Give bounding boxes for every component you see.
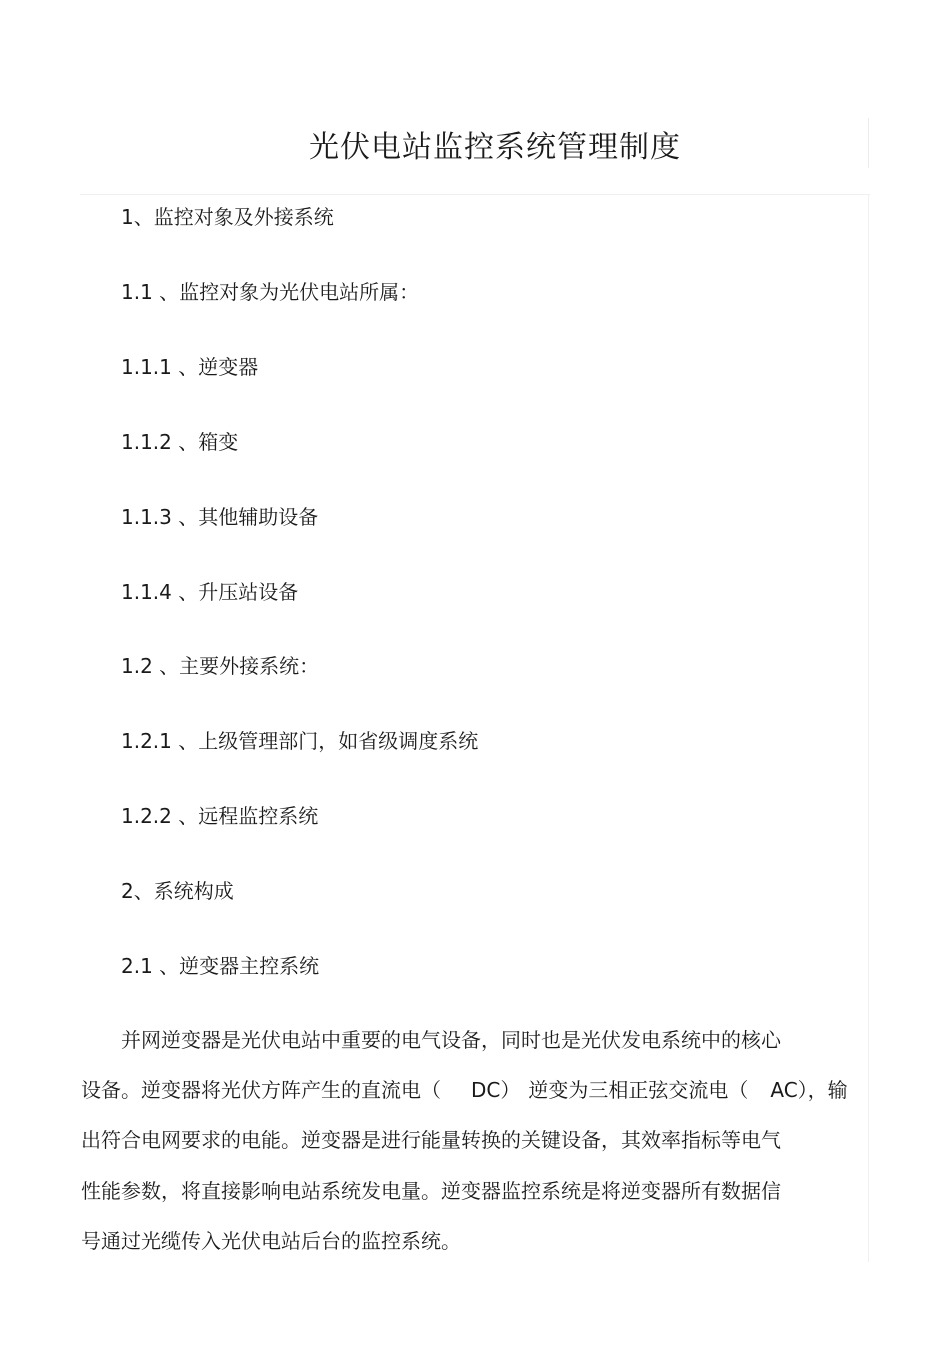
list-item-1-1-1: 1.1.1 、逆变器 [121,355,259,379]
paragraph-line-1: 并网逆变器是光伏电站中重要的电气设备，同时也是光伏发电系统中的核心 [121,1028,781,1052]
section-heading-2-1: 2.1 、逆变器主控系统 [121,954,320,978]
list-item-1-1-3: 1.1.3 、其他辅助设备 [121,505,319,529]
list-item-1-2-2: 1.2.2 、远程监控系统 [121,804,319,828]
margin-divider-top [868,118,869,168]
paragraph-line-2-part-c: 逆变为三相正弦交流电（ [528,1078,749,1102]
paragraph-line-3: 出符合电网要求的电能。逆变器是进行能量转换的关键设备，其效率指标等电气 [81,1128,781,1152]
list-item-1-1-2: 1.1.2 、箱变 [121,430,239,454]
list-item-1-2-1: 1.2.1 、上级管理部门，如省级调度系统 [121,729,479,753]
document-title: 光伏电站监控系统管理制度 [309,130,681,165]
paragraph-line-2 [81,1077,848,1103]
list-item-1-1-4: 1.1.4 、升压站设备 [121,580,299,604]
section-heading-1: 1、监控对象及外接系统 [121,205,334,229]
margin-divider-body [868,194,869,1262]
paragraph-line-5: 号通过光缆传入光伏电站后台的监控系统。 [81,1229,461,1253]
section-heading-2: 2、系统构成 [121,879,234,903]
paragraph-line-4: 性能参数，将直接影响电站系统发电量。逆变器监控系统是将逆变器所有数据信 [81,1179,781,1203]
header-divider [80,194,870,195]
paragraph-line-2-dc: DC） [471,1078,521,1102]
paragraph-line-2-ac: AC），输 [770,1078,848,1102]
paragraph-line-2-part-a: 设备。逆变器将光伏方阵产生的直流电（ [81,1078,441,1102]
section-heading-1-1: 1.1 、监控对象为光伏电站所属： [121,280,420,304]
section-heading-1-2: 1.2 、主要外接系统： [121,654,320,678]
